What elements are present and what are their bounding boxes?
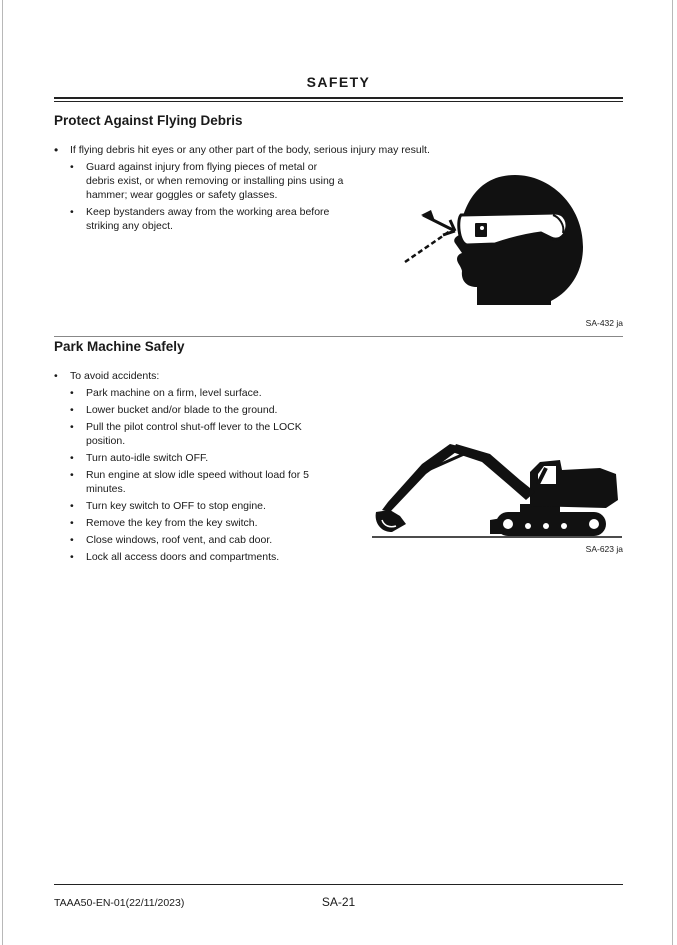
list-item: • Run engine at slow idle speed without load for 5 minutes.: [54, 468, 324, 496]
list-item: • Remove the key from the key switch.: [54, 516, 324, 530]
excavator-silhouette: [370, 440, 624, 542]
footer-page-number: SA-21: [321, 895, 356, 909]
page-edge-left: [2, 0, 3, 945]
flying-debris-list: [54, 143, 454, 157]
footer-doc-code: TAAA50-EN-01(22/11/2023): [54, 897, 185, 909]
goggles-head-illustration: [395, 165, 590, 310]
list-item: • Turn key switch to OFF to stop engine.: [54, 499, 324, 513]
list-item: • Keep bystanders away from the working area before striking any object.: [54, 205, 344, 233]
figure-caption-flying-debris: SA-432 ja: [585, 318, 623, 328]
section-divider: [54, 336, 623, 337]
header-rule-thick: [54, 97, 623, 99]
list-item: • Guard against injury from flying pieces of metal or debris exist, or when removing or installing pins using a hammer; wear goggles or safety glasses.: [54, 160, 344, 202]
list-item: • Park machine on a firm, level surface.: [54, 386, 324, 400]
list-item: • Pull the pilot control shut-off lever to the LOCK position.: [54, 420, 324, 448]
header-rule-thin: [54, 101, 623, 102]
section-title-park-machine: Park Machine Safely: [54, 339, 185, 354]
list-item: • Turn auto-idle switch OFF.: [54, 451, 324, 465]
park-machine-sublist: [54, 386, 324, 564]
list-item: • Lower bucket and/or blade to the ground.: [54, 403, 324, 417]
section-title-flying-debris: Protect Against Flying Debris: [54, 113, 243, 128]
list-item: • To avoid accidents:: [54, 369, 354, 383]
figure-caption-park-machine: SA-623 ja: [585, 544, 623, 554]
page-edge-right: [672, 0, 673, 945]
list-item: • Lock all access doors and compartments.: [54, 550, 324, 564]
park-machine-list: [54, 369, 354, 383]
page-header-title: SAFETY: [306, 74, 371, 90]
list-item: • If flying debris hit eyes or any other part of the body, serious injury may result.: [54, 143, 454, 157]
list-item: • Close windows, roof vent, and cab door.: [54, 533, 324, 547]
flying-debris-sublist: [54, 160, 344, 233]
footer-rule: [54, 884, 623, 885]
